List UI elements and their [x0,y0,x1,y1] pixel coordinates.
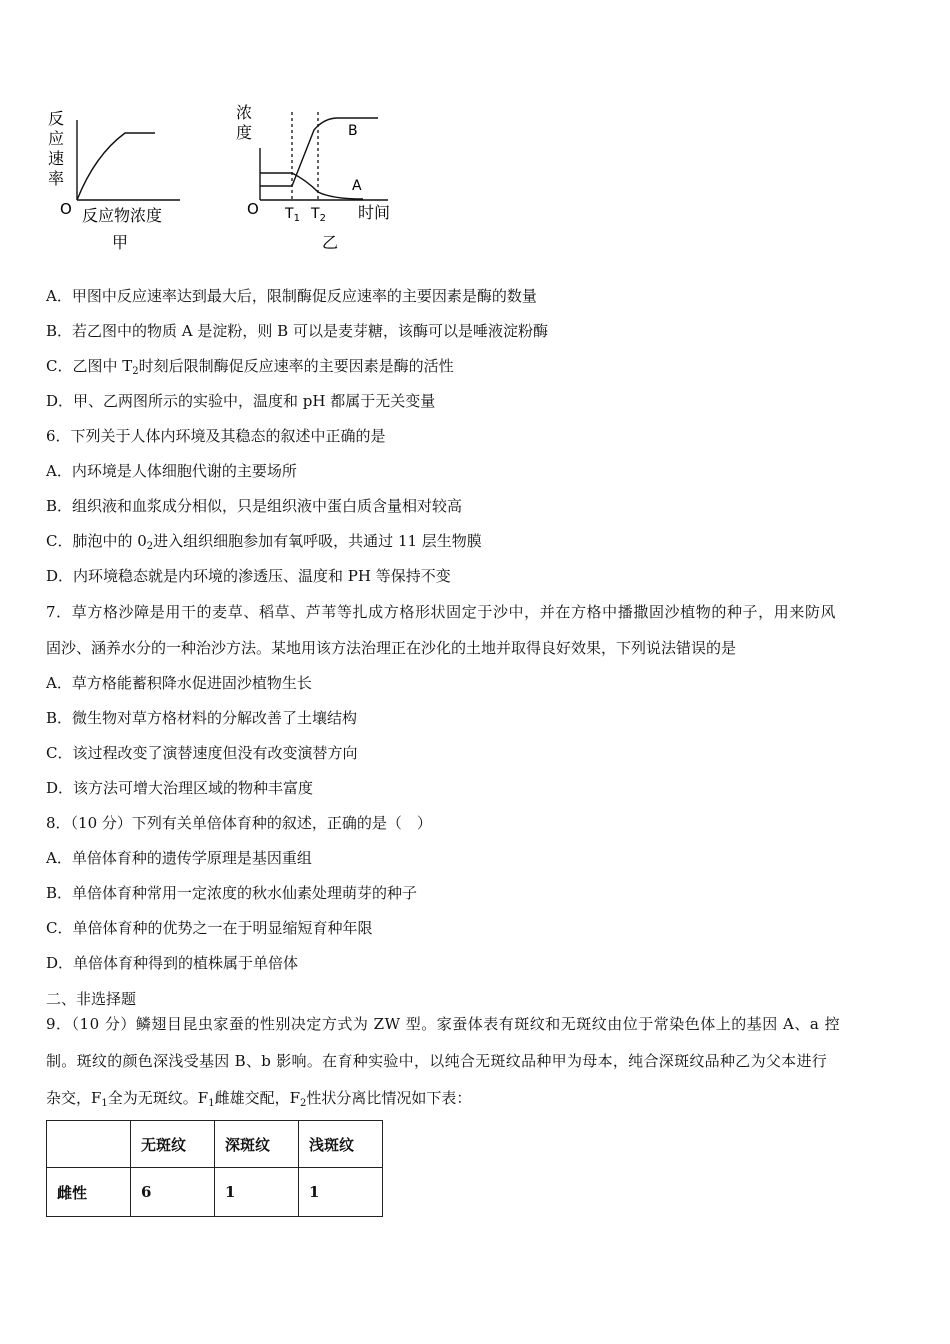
yi-label-b: B [348,123,358,139]
jia-curve [77,133,155,200]
table-cell: 6 [131,1168,215,1217]
phenotype-table [46,1120,383,1217]
q9-line1: 9．（10 分）鳞翅目昆虫家蚕的性别决定方式为 ZW 型。家蚕体表有斑纹和无斑纹由位于常染色体上的基因 A、a 控 [46,1015,841,1033]
jia-caption: 甲 [112,233,129,252]
section-heading: 二、非选择题 [46,990,137,1008]
yi-t2-label: $T_2$ [311,206,326,224]
q9-sub-1: 1 [101,1098,108,1109]
q6-option-a: A．内环境是人体细胞代谢的主要场所 [46,462,297,480]
q5-option-d: D．甲、乙两图所示的实验中，温度和 pH 都属于无关变量 [46,392,436,410]
q6-option-b: B．组织液和血浆成分相似，只是组织液中蛋白质含量相对较高 [46,497,463,515]
jia-ylabel-2: 应 [48,129,65,148]
table-cell: 1 [215,1168,299,1217]
q6-option-c [46,531,482,551]
q9-line3 [46,1088,471,1108]
q5-option-c-pre: C．乙图中 T [46,357,133,375]
q9-sub-2: 1 [208,1098,215,1109]
q9-sub-3: 2 [300,1098,307,1109]
table-header-cell: 无斑纹 [131,1121,215,1168]
q5-option-b: B．若乙图中的物质 A 是淀粉，则 B 可以是麦芽糖，该酶可以是唾液淀粉酶 [46,322,548,340]
table-row [47,1168,383,1217]
yi-origin: O [247,200,259,218]
yi-xlabel: 时间 [358,203,391,222]
yi-ylabel-2: 度 [236,123,253,142]
table-header-cell: 浅斑纹 [299,1121,383,1168]
yi-t1-label: $T_1$ [285,206,300,224]
jia-xlabel: 反应物浓度 [82,206,163,225]
yi-curve-b [260,118,378,186]
jia-origin: O [60,200,72,218]
yi-caption: 乙 [322,233,339,252]
yi-label-a: A [352,178,362,194]
q8-option-d: D．单倍体育种得到的植株属于单倍体 [46,954,299,972]
q6-option-d: D．内环境稳态就是内环境的渗透压、温度和 PH 等保持不变 [46,567,451,585]
q7-stem-line2: 固沙、涵养水分的一种治沙方法。某地用该方法治理正在沙化的土地并取得良好效果，下列说法错误的是 [46,639,737,657]
q8-option-c: C．单倍体育种的优势之一在于明显缩短育种年限 [46,919,373,937]
q6-c-pre: C．肺泡中的 0 [46,532,147,550]
q5-option-c-sub: 2 [132,366,139,377]
jia-ylabel-4: 率 [48,169,65,188]
q5-option-a: A．甲图中反应速率达到最大后，限制酶促反应速率的主要因素是酶的数量 [46,287,537,305]
q7-option-a: A．草方格能蓄积降水促进固沙植物生长 [46,674,312,692]
q9-line3-b: 全为无斑纹。F [107,1089,209,1107]
q9-line3-c: 雌雄交配，F [214,1089,301,1107]
q9-line2: 制。斑纹的颜色深浅受基因 B、b 影响。在育种实验中，以纯合无斑纹品种甲为母本，纯合深斑纹品种乙为父本进行 [46,1052,828,1070]
table-header-cell [47,1121,131,1168]
q7-option-d: D．该方法可增大治理区域的物种丰富度 [46,779,314,797]
jia-ylabel-3: 速 [48,149,65,168]
q6-c-sub: 2 [146,541,154,552]
table-cell: 雌性 [47,1168,131,1217]
q6-stem: 6．下列关于人体内环境及其稳态的叙述中正确的是 [46,427,386,445]
q5-option-c-post: 时刻后限制酶促反应速率的主要因素是酶的活性 [138,357,454,375]
q5-option-c [46,356,454,376]
yi-ylabel-1: 浓 [236,103,253,122]
q7-option-c: C．该过程改变了演替速度但没有改变演替方向 [46,744,358,762]
figure-yi [228,100,408,260]
q8-stem: 8．（10 分）下列有关单倍体育种的叙述，正确的是（ ） [46,814,432,832]
q9-line3-d: 性状分离比情况如下表： [306,1089,472,1107]
table-header-row [47,1121,383,1168]
jia-ylabel-1: 反 [48,109,65,128]
q8-option-a: A．单倍体育种的遗传学原理是基因重组 [46,849,312,867]
table-cell: 1 [299,1168,383,1217]
table-header-cell: 深斑纹 [215,1121,299,1168]
q7-stem-line1: 7．草方格沙障是用干的麦草、稻草、芦苇等扎成方格形状固定于沙中，并在方格中播撒固沙植物的种子，用来防风 [46,603,837,621]
q8-option-b: B．单倍体育种常用一定浓度的秋水仙素处理萌芽的种子 [46,884,418,902]
figure-jia [40,100,190,260]
q7-option-b: B．微生物对草方格材料的分解改善了土壤结构 [46,709,358,727]
q6-c-post: 进入组织细胞参加有氧呼吸，共通过 11 层生物膜 [153,532,482,550]
q9-line3-a: 杂交，F [46,1089,102,1107]
